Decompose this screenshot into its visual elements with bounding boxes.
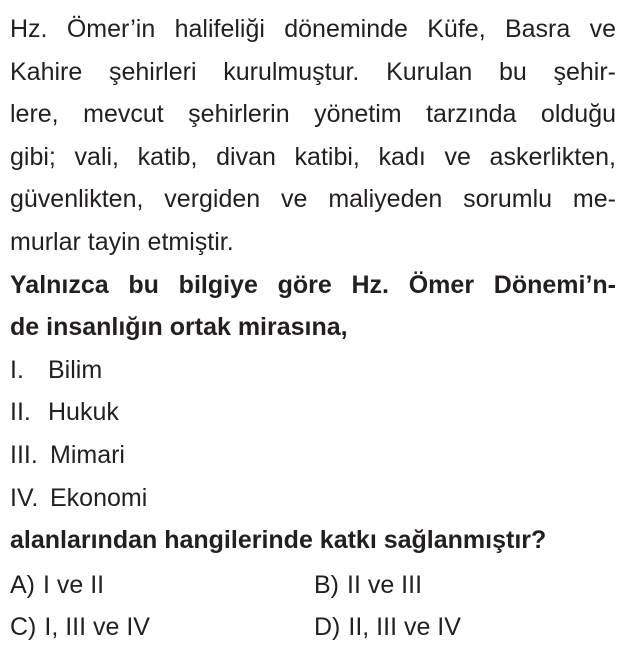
item-number: III. xyxy=(10,440,38,469)
answer-options xyxy=(10,564,616,649)
passage-line-5: güvenlikten, vergiden ve maliyeden sorumlu me- xyxy=(10,185,616,214)
item-text: Ekonomi xyxy=(50,483,148,512)
passage xyxy=(10,8,616,264)
list-item xyxy=(10,477,616,520)
question-closing: alanlarından hangilerinde katkı sağlanmıştır? xyxy=(10,526,547,555)
passage-line-4: gibi; vali, katib, divan katibi, kadı ve askerlikten, xyxy=(10,142,616,171)
question-stem xyxy=(10,264,616,349)
option-text: II, III ve IV xyxy=(348,613,461,642)
option-d[interactable] xyxy=(314,606,616,649)
option-b[interactable] xyxy=(314,564,616,607)
item-number: IV. xyxy=(10,483,39,512)
list-item xyxy=(10,349,616,392)
option-text: II ve III xyxy=(347,570,423,599)
option-letter: D) xyxy=(314,613,341,642)
passage-line-6: murlar tayin etmiştir. xyxy=(10,227,234,256)
option-text: I ve II xyxy=(43,570,105,599)
question-block xyxy=(10,8,616,649)
passage-line-1: Hz. Ömer’in halifeliği döneminde Küfe, Basra ve xyxy=(10,15,616,43)
list-item xyxy=(10,391,616,434)
option-text: I, III ve IV xyxy=(44,613,150,642)
passage-line-2: Kahire şehirleri kurulmuştur. Kurulan bu şehir- xyxy=(10,57,616,86)
question-line-2: de insanlığın ortak mirasına, xyxy=(10,313,348,342)
option-letter: C) xyxy=(10,613,37,642)
option-a[interactable] xyxy=(10,564,314,607)
item-text: Bilim xyxy=(48,355,103,384)
item-text: Hukuk xyxy=(48,398,119,427)
item-text: Mimari xyxy=(50,440,125,469)
option-letter: A) xyxy=(10,570,35,599)
question-line-1: Yalnızca bu bilgiye göre Hz. Ömer Dönemi’n- xyxy=(10,270,616,299)
item-number: II. xyxy=(10,398,31,427)
option-letter: B) xyxy=(314,570,339,599)
list-item xyxy=(10,434,616,477)
option-c[interactable] xyxy=(10,606,314,649)
passage-line-3: lere, mevcut şehirlerin yönetim tarzında olduğu xyxy=(10,100,616,129)
item-list xyxy=(10,349,616,519)
item-number: I. xyxy=(10,355,24,384)
